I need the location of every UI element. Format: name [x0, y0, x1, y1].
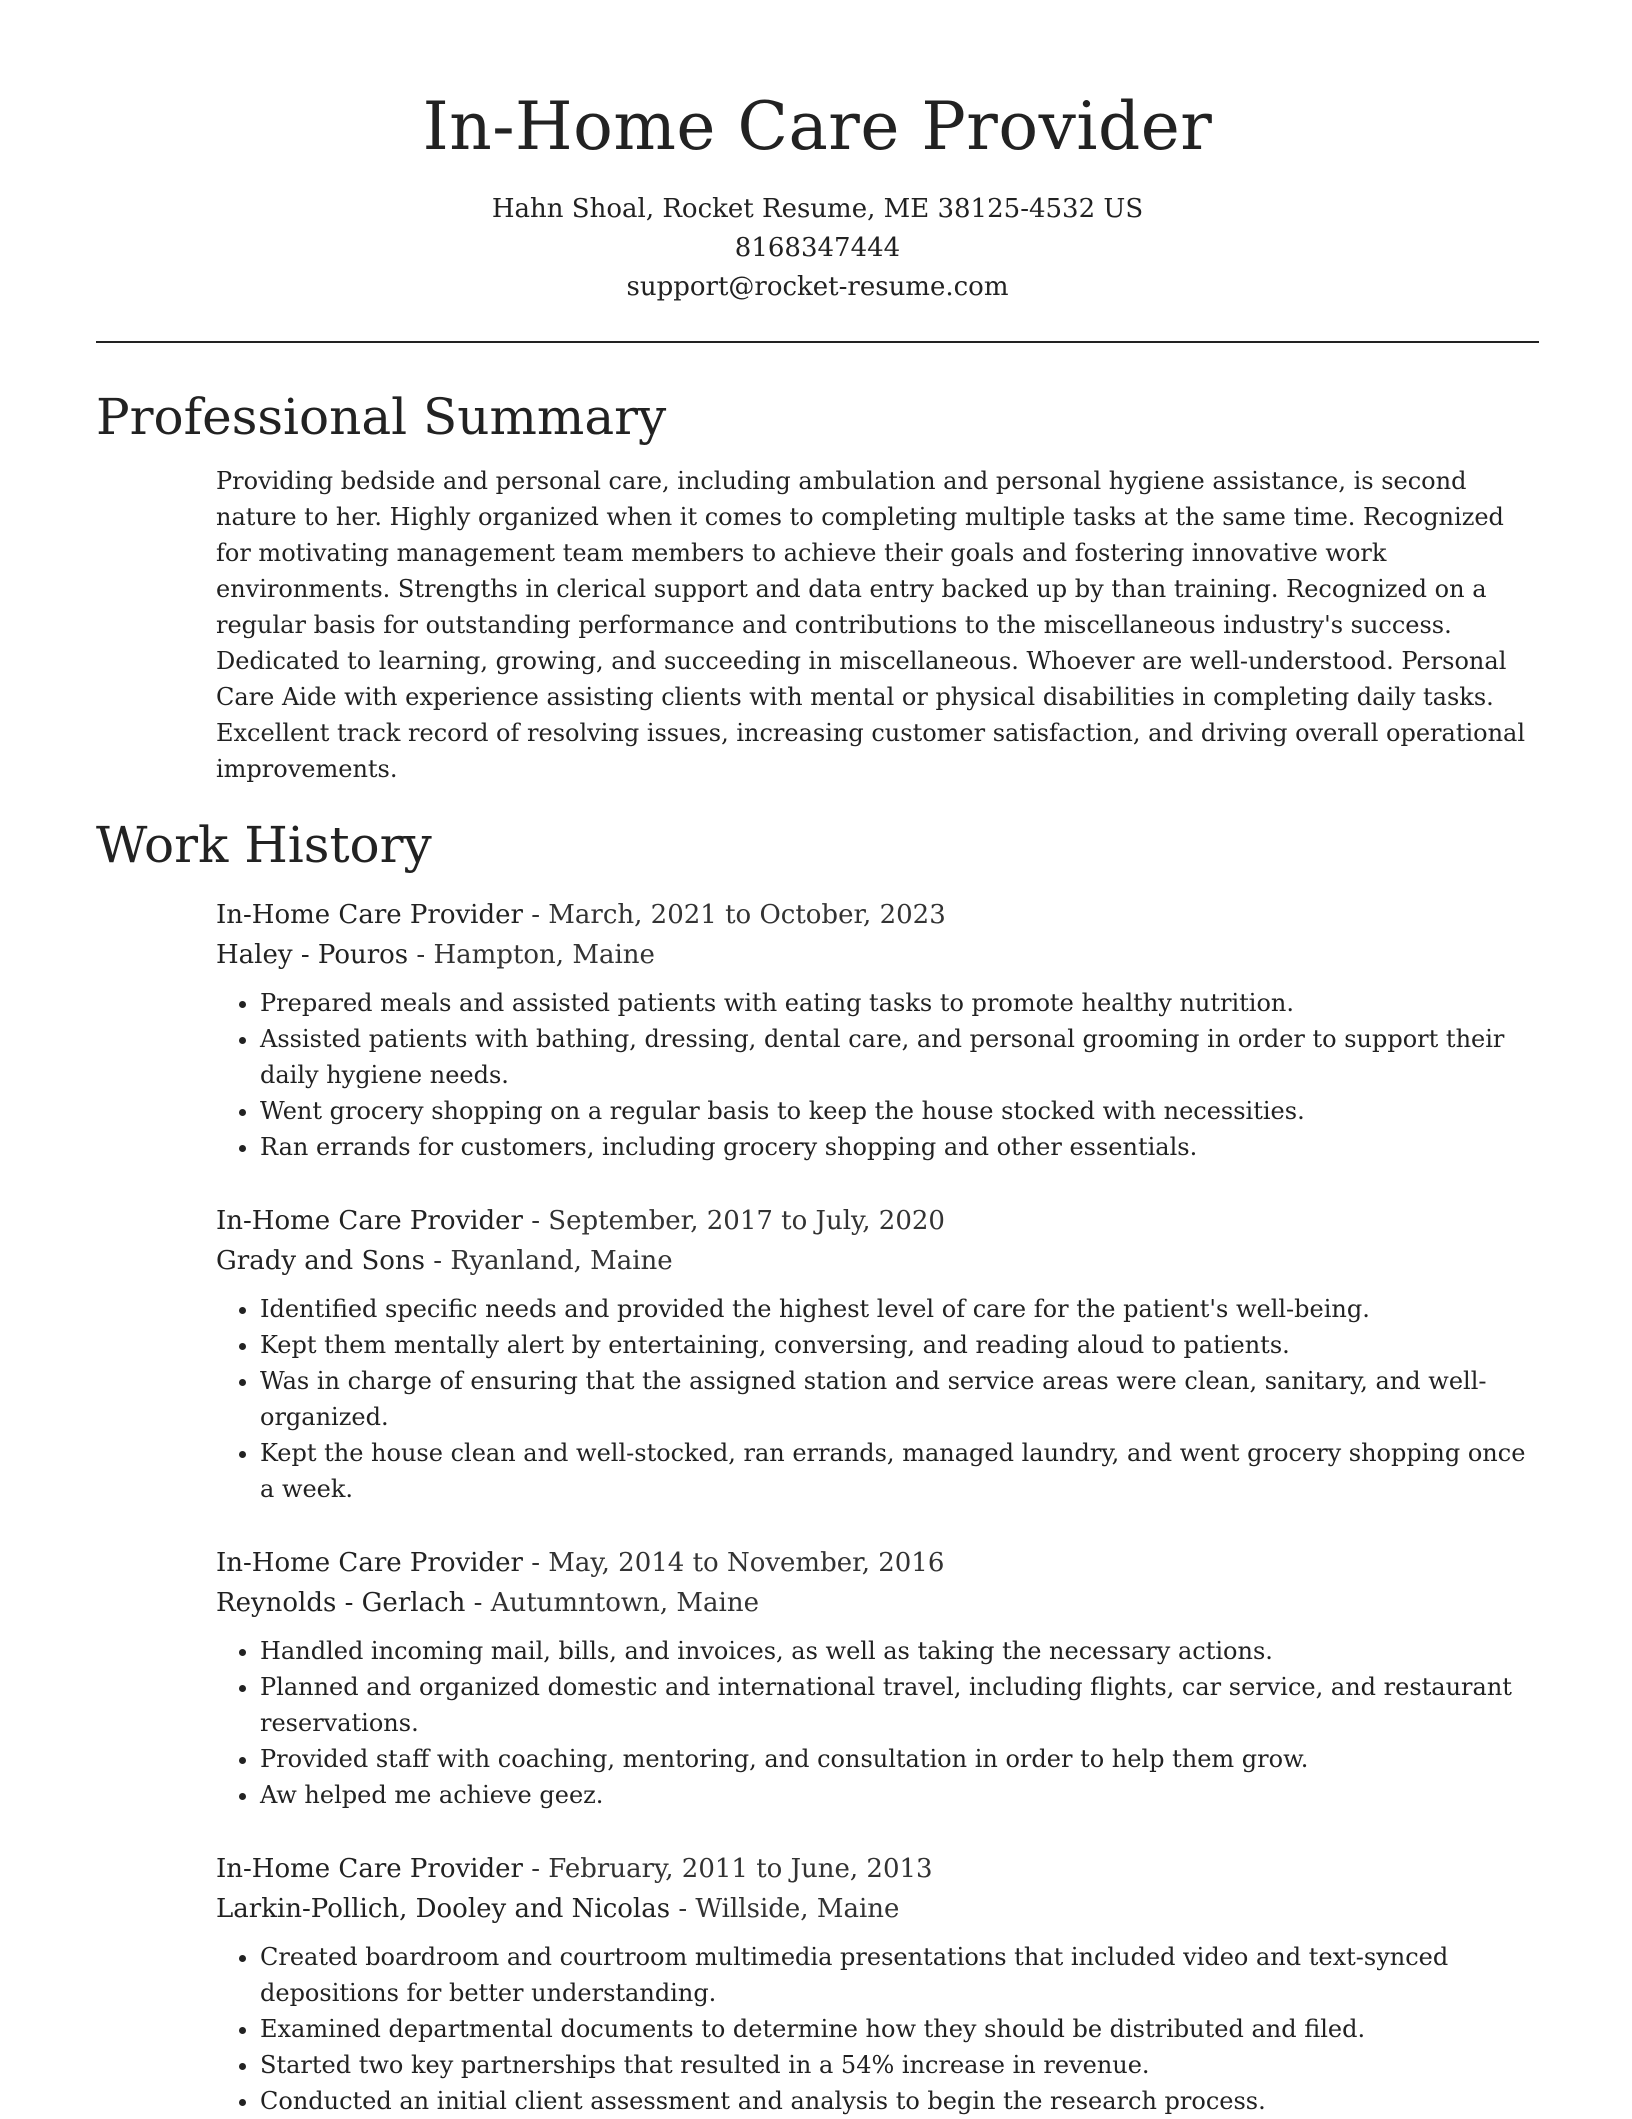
duty-item: • Assisted patients with bathing, dressing, dental care, and personal grooming in order to support their daily hygiene needs.	[260, 1021, 1539, 1093]
job-company-line	[216, 1241, 1539, 1281]
duty-item: • Ran errands for customers, including grocery shopping and other essentials.	[260, 1129, 1539, 1165]
job-dates: - March, 2021 to October, 2023	[522, 900, 946, 930]
job-duties-list	[216, 985, 1539, 1165]
work-history-heading: Work History	[96, 816, 432, 874]
email-address: support@rocket-resume.com	[626, 272, 1009, 302]
job-company: Reynolds - Gerlach	[216, 1588, 466, 1618]
job-duties-list	[216, 1939, 1539, 2119]
summary-heading: Professional Summary	[96, 388, 667, 446]
resume-page	[96, 0, 1539, 2119]
duty-item: • Identified specific needs and provided the highest level of care for the patient's well-being.	[260, 1291, 1539, 1327]
duty-item: • Prepared meals and assisted patients with eating tasks to promote healthy nutrition.	[260, 985, 1539, 1021]
job-entry	[216, 1543, 1539, 1813]
duty-item: • Provided staff with coaching, mentoring, and consultation in order to help them grow.	[260, 1741, 1539, 1777]
contact-info	[96, 190, 1539, 307]
job-company: Larkin-Pollich, Dooley and Nicolas	[216, 1894, 671, 1924]
job-company-line	[216, 935, 1539, 975]
duty-item: • Handled incoming mail, bills, and invoices, as well as taking the necessary actions.	[260, 1633, 1539, 1669]
job-location: - Ryanland, Maine	[425, 1246, 673, 1276]
header-divider	[96, 341, 1539, 343]
job-company: Grady and Sons	[216, 1246, 426, 1276]
job-dates: - February, 2011 to June, 2013	[522, 1854, 933, 1884]
job-role: In-Home Care Provider	[216, 1548, 523, 1578]
job-dates: - September, 2017 to July, 2020	[522, 1206, 945, 1236]
candidate-name: In-Home Care Provider	[422, 88, 1213, 165]
job-dates: - May, 2014 to November, 2016	[522, 1548, 945, 1578]
job-entry	[216, 1849, 1539, 2119]
duty-item: • Kept the house clean and well-stocked, ran errands, managed laundry, and went grocery shopping once a week.	[260, 1435, 1539, 1507]
job-title-line	[216, 1849, 1539, 1889]
job-role: In-Home Care Provider	[216, 1206, 523, 1236]
duty-item: • Created boardroom and courtroom multimedia presentations that included video and text-synced depositions for better understanding.	[260, 1939, 1539, 2011]
resume-header	[96, 0, 1539, 307]
job-role: In-Home Care Provider	[216, 900, 523, 930]
job-duties-list	[216, 1633, 1539, 1813]
job-company: Haley - Pouros	[216, 940, 409, 970]
job-location: - Hampton, Maine	[408, 940, 655, 970]
job-role: In-Home Care Provider	[216, 1854, 523, 1884]
duty-item: • Aw helped me achieve geez.	[260, 1777, 1539, 1813]
job-entry	[216, 895, 1539, 1165]
duty-item: • Conducted an initial client assessment and analysis to begin the research process.	[260, 2083, 1539, 2119]
job-title-line	[216, 1543, 1539, 1583]
job-location: - Autumntown, Maine	[465, 1588, 760, 1618]
duty-item: • Started two key partnerships that resulted in a 54% increase in revenue.	[260, 2047, 1539, 2083]
phone-number: 8168347444	[734, 233, 901, 263]
work-history-section	[216, 895, 1539, 2119]
duty-item: • Went grocery shopping on a regular basis to keep the house stocked with necessities.	[260, 1093, 1539, 1129]
job-entry	[216, 1201, 1539, 1507]
summary-text: Providing bedside and personal care, including ambulation and personal hygiene assistance, is second nature to her. Highly organized when it comes to completing multiple tasks at the same time. Recognized for motivating management team members to achieve their goals and fostering innovative work environments. Strengths in clerical support and data entry backed up by than training. Recognized on a regular basis for outstanding performance and contributions to the miscellaneous industry's success. Dedicated to learning, growing, and succeeding in miscellaneous. Whoever are well-understood. Personal Care Aide with experience assisting clients with mental or physical disabilities in completing daily tasks. Excellent track record of resolving issues, increasing customer satisfaction, and driving overall operational improvements.	[216, 467, 1526, 783]
job-location: - Willside, Maine	[670, 1894, 900, 1924]
address-line: Hahn Shoal, Rocket Resume, ME 38125-4532 US	[491, 194, 1144, 224]
duty-item: • Kept them mentally alert by entertaining, conversing, and reading aloud to patients.	[260, 1327, 1539, 1363]
job-title-line	[216, 895, 1539, 935]
job-company-line	[216, 1583, 1539, 1623]
duty-item: • Was in charge of ensuring that the assigned station and service areas were clean, sanitary, and well-organized.	[260, 1363, 1539, 1435]
duty-item: • Planned and organized domestic and international travel, including flights, car service, and restaurant reservations.	[260, 1669, 1539, 1741]
duty-item: • Examined departmental documents to determine how they should be distributed and filed.	[260, 2011, 1539, 2047]
job-company-line	[216, 1889, 1539, 1929]
summary-section	[216, 463, 1539, 787]
job-title-line	[216, 1201, 1539, 1241]
job-duties-list	[216, 1291, 1539, 1507]
